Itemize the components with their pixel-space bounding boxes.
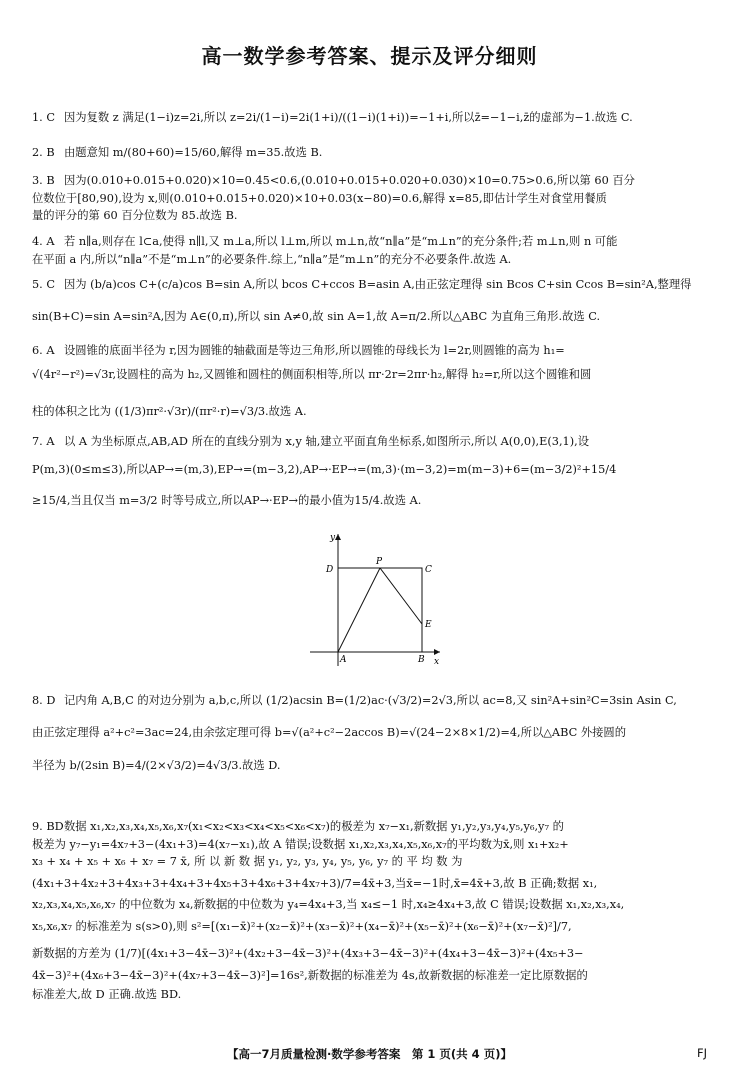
- label-c: C: [425, 565, 432, 575]
- segment-pe: [380, 568, 422, 624]
- answer-line: x₃ + x₄ + x₅ + x₆ + x₇ = 7 x̄, 所 以 新 数 据 y₁, y₂, y₃, y₄, y₅, y₆, y₇ 的 平 均 数 为: [32, 855, 463, 868]
- answer-item-2: [32, 144, 712, 162]
- label-a: A: [340, 655, 347, 665]
- answer-item-4: [32, 233, 712, 268]
- answer-line: sin(B+C)=sin A=sin²A,因为 A∈(0,π),所以 sin A≠0,故 sin A=1,故 A=π/2.所以△ABC 为直角三角形.故选 C.: [32, 309, 601, 323]
- answer-number: 8. D: [32, 694, 56, 707]
- answer-line: ≥15/4,当且仅当 m=3/2 时等号成立,所以AP→·EP→的最小值为15/4.故选 A.: [32, 494, 422, 507]
- answer-number: 1. C: [32, 111, 56, 124]
- answer-item-7: [32, 433, 712, 510]
- answer-line: x₅,x₆,x₇ 的标准差为 s(s>0),则 s²=[(x₁−x̄)²+(x₂−x̄)²+(x₃−x̄)²+(x₄−x̄)²+(x₅−x̄)²+(x₆−x̄)²+(x₇−x̄)²]/7,: [32, 919, 572, 933]
- answer-line: 由正弦定理得 a²+c²=3ac=24,由余弦定理可得 b=√(a²+c²−2accos B)=√(24−2×8×1/2)=4,所以△ABC 外接圆的: [32, 725, 627, 739]
- answer-line: 4x̄−3)²+(4x₆+3−4x̄−3)²+(4x₇+3−4x̄−3)²]=16s²,新数据的标准差为 4s,故新数据的标准差一定比原数据的: [32, 968, 588, 982]
- answer-line: 设圆锥的底面半径为 r,因为圆锥的轴截面是等边三角形,所以圆锥的母线长为 l=2r,则圆锥的高为 h₁=: [64, 344, 565, 357]
- answer-line: 柱的体积之比为 ((1/3)πr²·√3r)/(πr²·r)=√3/3.故选 A.: [32, 405, 307, 418]
- answer-item-1: [32, 109, 712, 127]
- answer-number: 9. BD: [32, 820, 64, 833]
- answer-item-5: [32, 276, 712, 325]
- label-e: E: [425, 620, 432, 630]
- label-x: x: [434, 657, 440, 667]
- label-y: y: [330, 533, 336, 543]
- answer-line: 因为 (b/a)cos C+(c/a)cos B=sin A,所以 bcos C+ccos B=asin A,由正弦定理得 sin Bcos C+sin Ccos B=sin²A,整理得: [64, 278, 692, 291]
- answer-line: 极差为 y₇−y₁=4x₇+3−(4x₁+3)=4(x₇−x₁),故 A 错误;设数据 x₁,x₂,x₃,x₄,x₅,x₆,x₇的平均数为x̄,则 x₁+x₂+: [32, 837, 569, 851]
- y-axis-arrow: [335, 534, 341, 540]
- answer-item-3: [32, 172, 712, 225]
- x-axis-arrow: [434, 649, 440, 655]
- answer-line: 若 n∥a,则存在 l⊂a,使得 n∥l,又 m⊥a,所以 l⊥m,所以 m⊥n,故“n∥a”是“m⊥n”的充分条件;若 m⊥n,则 n 可能: [64, 235, 618, 248]
- answer-number: 5. C: [32, 278, 56, 291]
- answer-line: 标准差大,故 D 正确.故选 BD.: [32, 988, 182, 1001]
- answer-number: 7. A: [32, 435, 55, 448]
- answer-line: 记内角 A,B,C 的对边分别为 a,b,c,所以 (1/2)acsin B=(1/2)ac·(√3/2)=2√3,所以 ac=8,又 sin²A+sin²C=3sin Asin C,: [64, 694, 677, 707]
- answer-number: 2. B: [32, 146, 55, 159]
- answer-number: 3. B: [32, 174, 55, 187]
- answer-line: 因为复数 z 满足(1−i)z=2i,所以 z=2i/(1−i)=2i(1+i)/((1−i)(1+i))=−1+i,所以z̄=−1−i,z̄的虚部为−1.故选 C.: [64, 111, 633, 124]
- segment-ap: [338, 568, 380, 652]
- page-footer: 【高一7月质量检测·数学参考答案 第 1 页(共 4 页)】: [227, 1047, 512, 1061]
- answer-line: 位数位于[80,90),设为 x,则(0.010+0.015+0.020)×10+0.03(x−80)=0.6,解得 x=85,即估计学生对食堂用餐质: [32, 191, 607, 205]
- answer-line: 半径为 b/(2sin B)=4/(2×√3/2)=4√3/3.故选 D.: [32, 759, 281, 772]
- answer-line: 以 A 为坐标原点,AB,AD 所在的直线分别为 x,y 轴,建立平面直角坐标系,如图所示,所以 A(0,0),E(3,1),设: [64, 435, 590, 448]
- page-title: 高一数学参考答案、提示及评分细则: [201, 44, 538, 68]
- label-p: P: [376, 557, 383, 567]
- answer-line: 由题意知 m/(80+60)=15/60,解得 m=35.故选 B.: [64, 146, 323, 159]
- coordinate-figure: [300, 532, 440, 670]
- answer-line: 量的评分的第 60 百分位数为 85.故选 B.: [32, 209, 238, 222]
- answer-item-6: [32, 342, 712, 421]
- answer-line: 数据 x₁,x₂,x₃,x₄,x₅,x₆,x₇(x₁<x₂<x₃<x₄<x₅<x₆<x₇)的极差为 x₇−x₁,新数据 y₁,y₂,y₃,y₄,y₅,y₆,y₇ 的: [64, 820, 564, 833]
- answer-line: 在平面 a 内,所以“n∥a”不是“m⊥n”的必要条件.综上,“n∥a”是“m⊥n”的充分不必要条件.故选 A.: [32, 252, 512, 266]
- answer-line: 因为(0.010+0.015+0.020)×10=0.45<0.6,(0.010+0.015+0.020+0.030)×10=0.75>0.6,所以第 60 百分: [64, 174, 635, 187]
- label-b: B: [418, 655, 425, 665]
- answer-number: 4. A: [32, 235, 55, 248]
- answer-line: 新数据的方差为 (1/7)[(4x₁+3−4x̄−3)²+(4x₂+3−4x̄−3)²+(4x₃+3−4x̄−3)²+(4x₄+3−4x̄−3)²+(4x₅+3−: [32, 947, 584, 960]
- answer-item-9: [32, 818, 712, 1004]
- answer-line: √(4r²−r²)=√3r,设圆柱的高为 h₂,又圆锥和圆柱的侧面积相等,所以 πr·2r=2πr·h₂,解得 h₂=r,所以这个圆锥和圆: [32, 367, 592, 381]
- answer-line: x₂,x₃,x₄,x₅,x₆,x₇ 的中位数为 x₄,新数据的中位数为 y₄=4x₄+3,当 x₄≤−1 时,x₄≥4x₄+3,故 C 错误;设数据 x₁,x₂,x₃,x₄,: [32, 898, 625, 911]
- square-abcd: [338, 568, 422, 652]
- answer-number: 6. A: [32, 344, 55, 357]
- answer-line: (4x₁+3+4x₂+3+4x₃+3+4x₄+3+4x₅+3+4x₆+3+4x₇+3)/7=4x̄+3,当x̄=−1时,x̄=4x̄+3,故 B 正确;数据 x₁,: [32, 876, 598, 890]
- footer-code: FJ: [696, 1046, 707, 1060]
- answer-line: P(m,3)(0≤m≤3),所以AP→=(m,3),EP→=(m−3,2),AP→·EP→=(m,3)·(m−3,2)=m(m−3)+6=(m−3/2)²+15/4: [32, 462, 617, 476]
- answer-item-8: [32, 692, 712, 775]
- label-d: D: [326, 565, 334, 575]
